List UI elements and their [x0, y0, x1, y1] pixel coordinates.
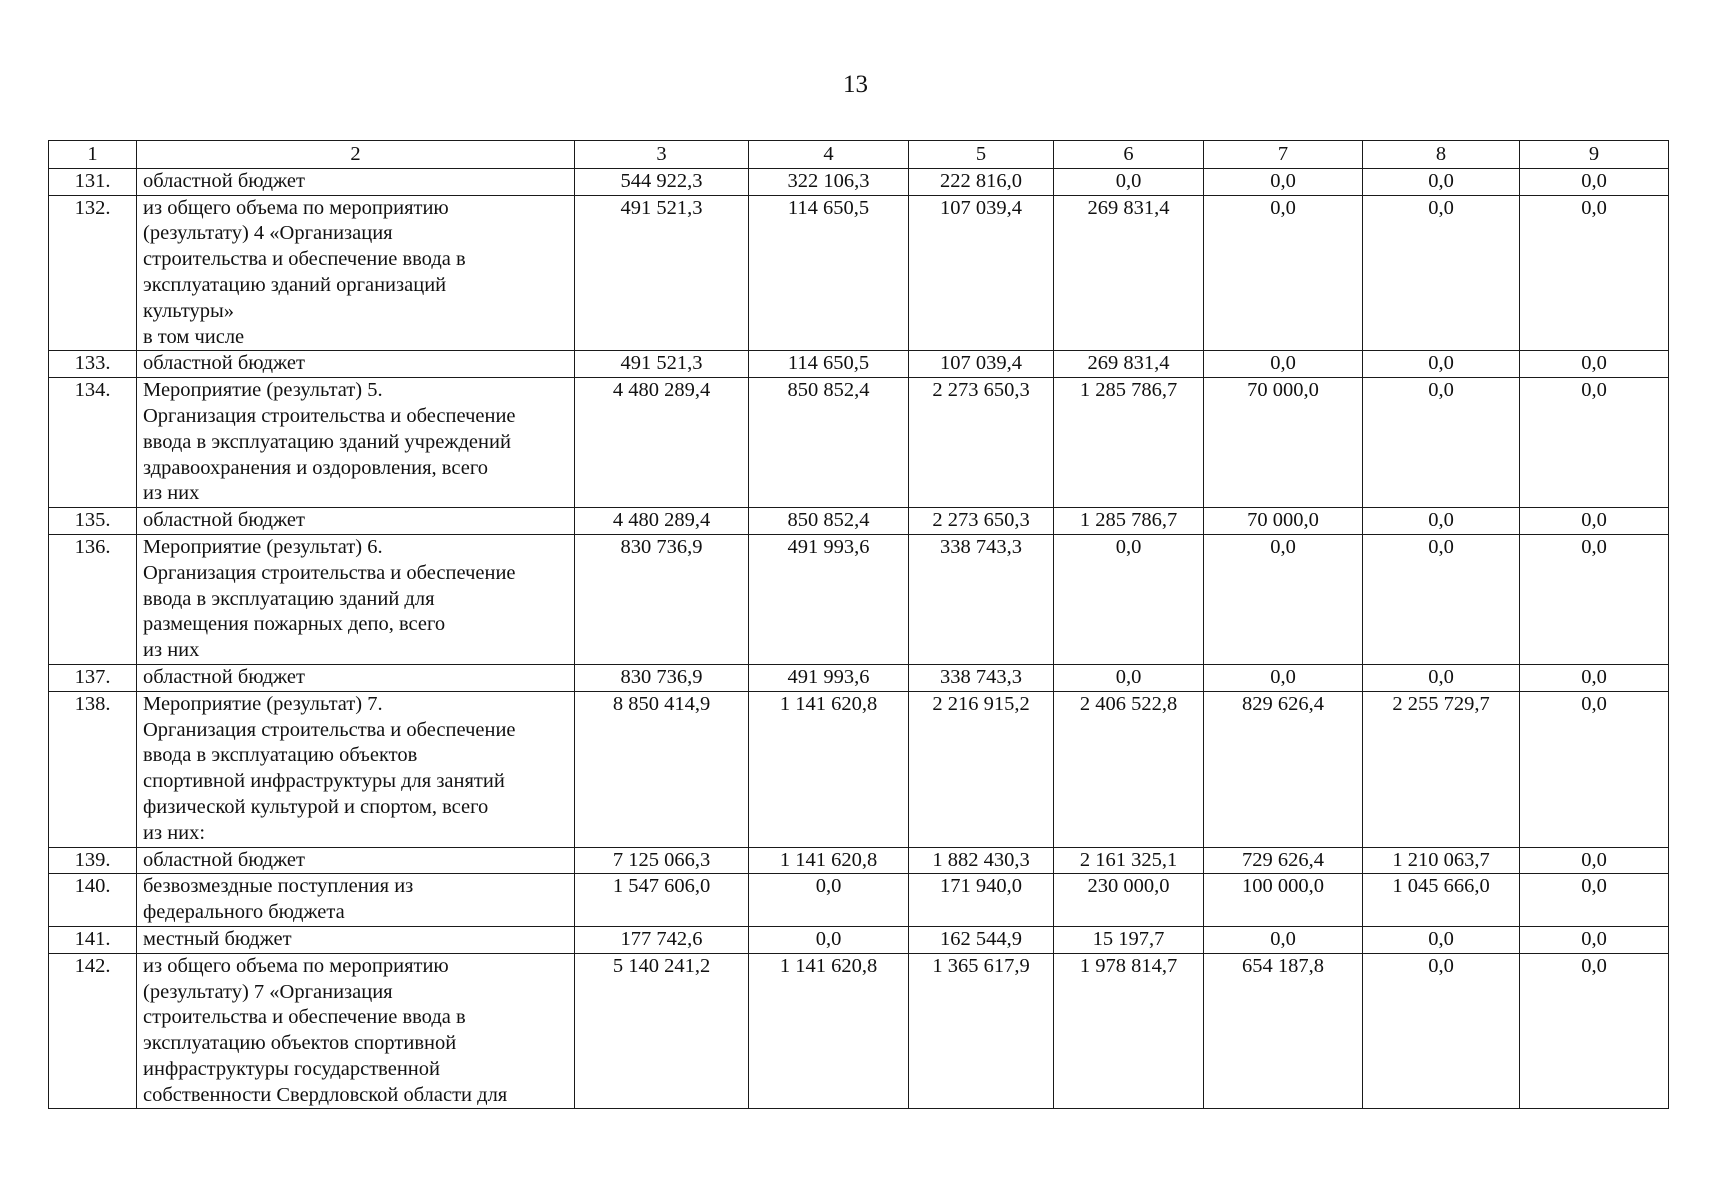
value-cell: 0,0 — [1204, 195, 1363, 351]
budget-table — [48, 140, 1669, 1109]
value-cell: 0,0 — [1520, 847, 1669, 874]
row-number: 141. — [49, 926, 137, 953]
value-cell: 0,0 — [1520, 691, 1669, 847]
value-cell: 0,0 — [1054, 534, 1204, 664]
value-cell: 0,0 — [1520, 351, 1669, 378]
value-cell: 491 993,6 — [749, 664, 909, 691]
header-cell: 8 — [1363, 141, 1520, 169]
value-cell: 729 626,4 — [1204, 847, 1363, 874]
value-cell: 654 187,8 — [1204, 953, 1363, 1109]
value-cell: 107 039,4 — [909, 195, 1054, 351]
table-row — [49, 847, 1669, 874]
value-cell: 0,0 — [749, 874, 909, 927]
value-cell: 0,0 — [1363, 351, 1520, 378]
value-cell: 322 106,3 — [749, 168, 909, 195]
value-cell: 491 993,6 — [749, 534, 909, 664]
row-number: 133. — [49, 351, 137, 378]
value-cell: 2 255 729,7 — [1363, 691, 1520, 847]
value-cell: 0,0 — [1520, 378, 1669, 508]
value-cell: 1 141 620,8 — [749, 847, 909, 874]
value-cell: 1 978 814,7 — [1054, 953, 1204, 1109]
value-cell: 171 940,0 — [909, 874, 1054, 927]
row-number: 136. — [49, 534, 137, 664]
value-cell: 0,0 — [1363, 508, 1520, 535]
row-number: 140. — [49, 874, 137, 927]
table-row — [49, 351, 1669, 378]
header-cell: 7 — [1204, 141, 1363, 169]
header-cell: 3 — [575, 141, 749, 169]
row-description: местный бюджет — [137, 926, 575, 953]
table-header-row — [49, 141, 1669, 169]
value-cell: 70 000,0 — [1204, 378, 1363, 508]
value-cell: 2 273 650,3 — [909, 378, 1054, 508]
row-description: из общего объема по мероприятию (результату) 4 «Организация строительства и обеспечение ввода в эксплуатацию зданий организаций культуры» в том числе — [137, 195, 575, 351]
row-description: Мероприятие (результат) 6. Организация строительства и обеспечение ввода в эксплуатацию зданий для размещения пожарных депо, всего из них — [137, 534, 575, 664]
row-number: 139. — [49, 847, 137, 874]
value-cell: 0,0 — [1363, 953, 1520, 1109]
row-description: областной бюджет — [137, 168, 575, 195]
table-body — [49, 141, 1669, 1109]
value-cell: 0,0 — [1204, 664, 1363, 691]
value-cell: 0,0 — [1204, 534, 1363, 664]
table-row — [49, 534, 1669, 664]
value-cell: 1 210 063,7 — [1363, 847, 1520, 874]
value-cell: 0,0 — [1363, 534, 1520, 664]
value-cell: 162 544,9 — [909, 926, 1054, 953]
value-cell: 1 285 786,7 — [1054, 378, 1204, 508]
value-cell: 0,0 — [1363, 168, 1520, 195]
value-cell: 1 141 620,8 — [749, 691, 909, 847]
row-description: областной бюджет — [137, 847, 575, 874]
value-cell: 0,0 — [1363, 926, 1520, 953]
table-row — [49, 691, 1669, 847]
value-cell: 107 039,4 — [909, 351, 1054, 378]
value-cell: 830 736,9 — [575, 664, 749, 691]
row-number: 142. — [49, 953, 137, 1109]
row-description: безвозмездные поступления из федерального бюджета — [137, 874, 575, 927]
row-description: Мероприятие (результат) 7. Организация строительства и обеспечение ввода в эксплуатацию объектов спортивной инфраструктуры для занятий физической культурой и спортом, всего из них: — [137, 691, 575, 847]
row-number: 137. — [49, 664, 137, 691]
value-cell: 114 650,5 — [749, 195, 909, 351]
value-cell: 230 000,0 — [1054, 874, 1204, 927]
value-cell: 8 850 414,9 — [575, 691, 749, 847]
row-number: 134. — [49, 378, 137, 508]
table-row — [49, 378, 1669, 508]
page-number: 13 — [843, 71, 868, 98]
value-cell: 4 480 289,4 — [575, 508, 749, 535]
value-cell: 0,0 — [1520, 953, 1669, 1109]
header-cell: 9 — [1520, 141, 1669, 169]
value-cell: 2 406 522,8 — [1054, 691, 1204, 847]
value-cell: 0,0 — [1520, 534, 1669, 664]
row-description: из общего объема по мероприятию (результату) 7 «Организация строительства и обеспечение ввода в эксплуатацию объектов спортивной инфраструктуры государственной собственности Свердловской области для — [137, 953, 575, 1109]
value-cell: 0,0 — [1363, 195, 1520, 351]
table-row — [49, 664, 1669, 691]
table-row — [49, 195, 1669, 351]
value-cell: 5 140 241,2 — [575, 953, 749, 1109]
value-cell: 0,0 — [1204, 926, 1363, 953]
row-number: 135. — [49, 508, 137, 535]
row-description: областной бюджет — [137, 351, 575, 378]
row-description: областной бюджет — [137, 508, 575, 535]
value-cell: 544 922,3 — [575, 168, 749, 195]
value-cell: 0,0 — [1520, 926, 1669, 953]
row-number: 131. — [49, 168, 137, 195]
value-cell: 1 547 606,0 — [575, 874, 749, 927]
value-cell: 2 216 915,2 — [909, 691, 1054, 847]
value-cell: 100 000,0 — [1204, 874, 1363, 927]
value-cell: 2 273 650,3 — [909, 508, 1054, 535]
value-cell: 0,0 — [1054, 664, 1204, 691]
value-cell: 1 882 430,3 — [909, 847, 1054, 874]
value-cell: 222 816,0 — [909, 168, 1054, 195]
value-cell: 0,0 — [1520, 874, 1669, 927]
row-number: 138. — [49, 691, 137, 847]
row-description: областной бюджет — [137, 664, 575, 691]
header-cell: 1 — [49, 141, 137, 169]
value-cell: 70 000,0 — [1204, 508, 1363, 535]
table-row — [49, 926, 1669, 953]
row-description: Мероприятие (результат) 5. Организация строительства и обеспечение ввода в эксплуатацию зданий учреждений здравоохранения и оздоровления, всего из них — [137, 378, 575, 508]
value-cell: 491 521,3 — [575, 195, 749, 351]
value-cell: 0,0 — [1204, 351, 1363, 378]
table-row — [49, 874, 1669, 927]
value-cell: 269 831,4 — [1054, 195, 1204, 351]
header-cell: 2 — [137, 141, 575, 169]
value-cell: 0,0 — [1520, 508, 1669, 535]
value-cell: 850 852,4 — [749, 508, 909, 535]
value-cell: 338 743,3 — [909, 534, 1054, 664]
table-row — [49, 953, 1669, 1109]
value-cell: 15 197,7 — [1054, 926, 1204, 953]
table-row — [49, 508, 1669, 535]
header-cell: 6 — [1054, 141, 1204, 169]
value-cell: 0,0 — [1520, 195, 1669, 351]
value-cell: 177 742,6 — [575, 926, 749, 953]
value-cell: 1 045 666,0 — [1363, 874, 1520, 927]
value-cell: 4 480 289,4 — [575, 378, 749, 508]
row-number: 132. — [49, 195, 137, 351]
value-cell: 1 285 786,7 — [1054, 508, 1204, 535]
value-cell: 0,0 — [1363, 664, 1520, 691]
value-cell: 0,0 — [1520, 168, 1669, 195]
value-cell: 829 626,4 — [1204, 691, 1363, 847]
header-cell: 5 — [909, 141, 1054, 169]
value-cell: 2 161 325,1 — [1054, 847, 1204, 874]
value-cell: 830 736,9 — [575, 534, 749, 664]
value-cell: 1 365 617,9 — [909, 953, 1054, 1109]
value-cell: 338 743,3 — [909, 664, 1054, 691]
table-row — [49, 168, 1669, 195]
header-cell: 4 — [749, 141, 909, 169]
value-cell: 0,0 — [1204, 168, 1363, 195]
value-cell: 7 125 066,3 — [575, 847, 749, 874]
value-cell: 1 141 620,8 — [749, 953, 909, 1109]
value-cell: 114 650,5 — [749, 351, 909, 378]
value-cell: 850 852,4 — [749, 378, 909, 508]
value-cell: 269 831,4 — [1054, 351, 1204, 378]
value-cell: 0,0 — [749, 926, 909, 953]
value-cell: 0,0 — [1520, 664, 1669, 691]
value-cell: 0,0 — [1363, 378, 1520, 508]
value-cell: 491 521,3 — [575, 351, 749, 378]
value-cell: 0,0 — [1054, 168, 1204, 195]
